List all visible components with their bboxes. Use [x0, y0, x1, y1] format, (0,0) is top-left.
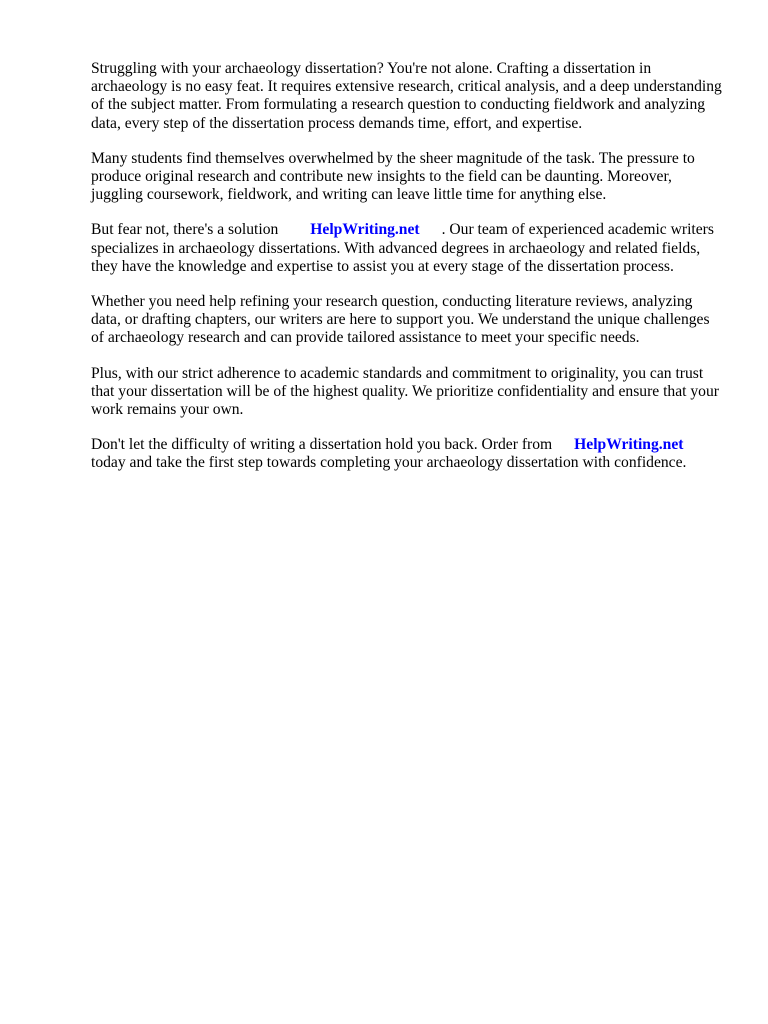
- text-line: that your dissertation will be of the highest quality. We prioritize confidentiality and ensure that your: [91, 382, 719, 400]
- text-line: archaeology is no easy feat. It requires extensive research, critical analysis, and a deep understanding: [91, 78, 722, 96]
- text-line: work remains your own.: [91, 401, 244, 419]
- text-line: produce original research and contribute new insights to the field can be daunting. Moreover,: [91, 168, 672, 186]
- text-line-with-link: [91, 221, 723, 239]
- text-segment: But fear not, there's a solution: [91, 221, 279, 239]
- paragraph-call-to-action: [91, 436, 723, 472]
- paragraph-challenges: [91, 150, 723, 205]
- text-line: specializes in archaeology dissertations. With advanced degrees in archaeology and related fields,: [91, 239, 701, 257]
- paragraph-services: [91, 293, 723, 348]
- text-line: data, every step of the dissertation process demands time, effort, and expertise.: [91, 114, 583, 132]
- text-line: they have the knowledge and expertise to assist you at every stage of the dissertation process.: [91, 257, 674, 275]
- text-line-with-link: [91, 436, 723, 454]
- text-line: Many students find themselves overwhelmed by the sheer magnitude of the task. The pressure to: [91, 149, 695, 167]
- text-line: juggling coursework, fieldwork, and writing can leave little time for anything else.: [91, 186, 607, 204]
- text-line: today and take the first step towards completing your archaeology dissertation with confidence.: [91, 454, 687, 472]
- helpwriting-link[interactable]: HelpWriting.net: [310, 221, 420, 239]
- paragraph-solution: [91, 221, 723, 276]
- helpwriting-link[interactable]: HelpWriting.net: [574, 436, 684, 454]
- text-line: of the subject matter. From formulating a research question to conducting fieldwork and analyzing: [91, 96, 706, 114]
- text-line: Plus, with our strict adherence to academic standards and commitment to originality, you can trust: [91, 364, 704, 382]
- text-line: Struggling with your archaeology dissertation? You're not alone. Crafting a dissertation in: [91, 60, 652, 77]
- text-line: of archaeology research and can provide tailored assistance to meet your specific needs.: [91, 329, 640, 347]
- text-line: data, or drafting chapters, our writers are here to support you. We understand the unique challenges: [91, 311, 710, 329]
- paragraph-intro: [91, 60, 723, 133]
- text-segment: Don't let the difficulty of writing a dissertation hold you back. Order from: [91, 436, 553, 454]
- paragraph-quality: [91, 365, 723, 420]
- document-page: [91, 60, 723, 490]
- text-line: Whether you need help refining your research question, conducting literature reviews, analyzing: [91, 293, 693, 311]
- text-segment: . Our team of experienced academic writers: [441, 221, 714, 239]
